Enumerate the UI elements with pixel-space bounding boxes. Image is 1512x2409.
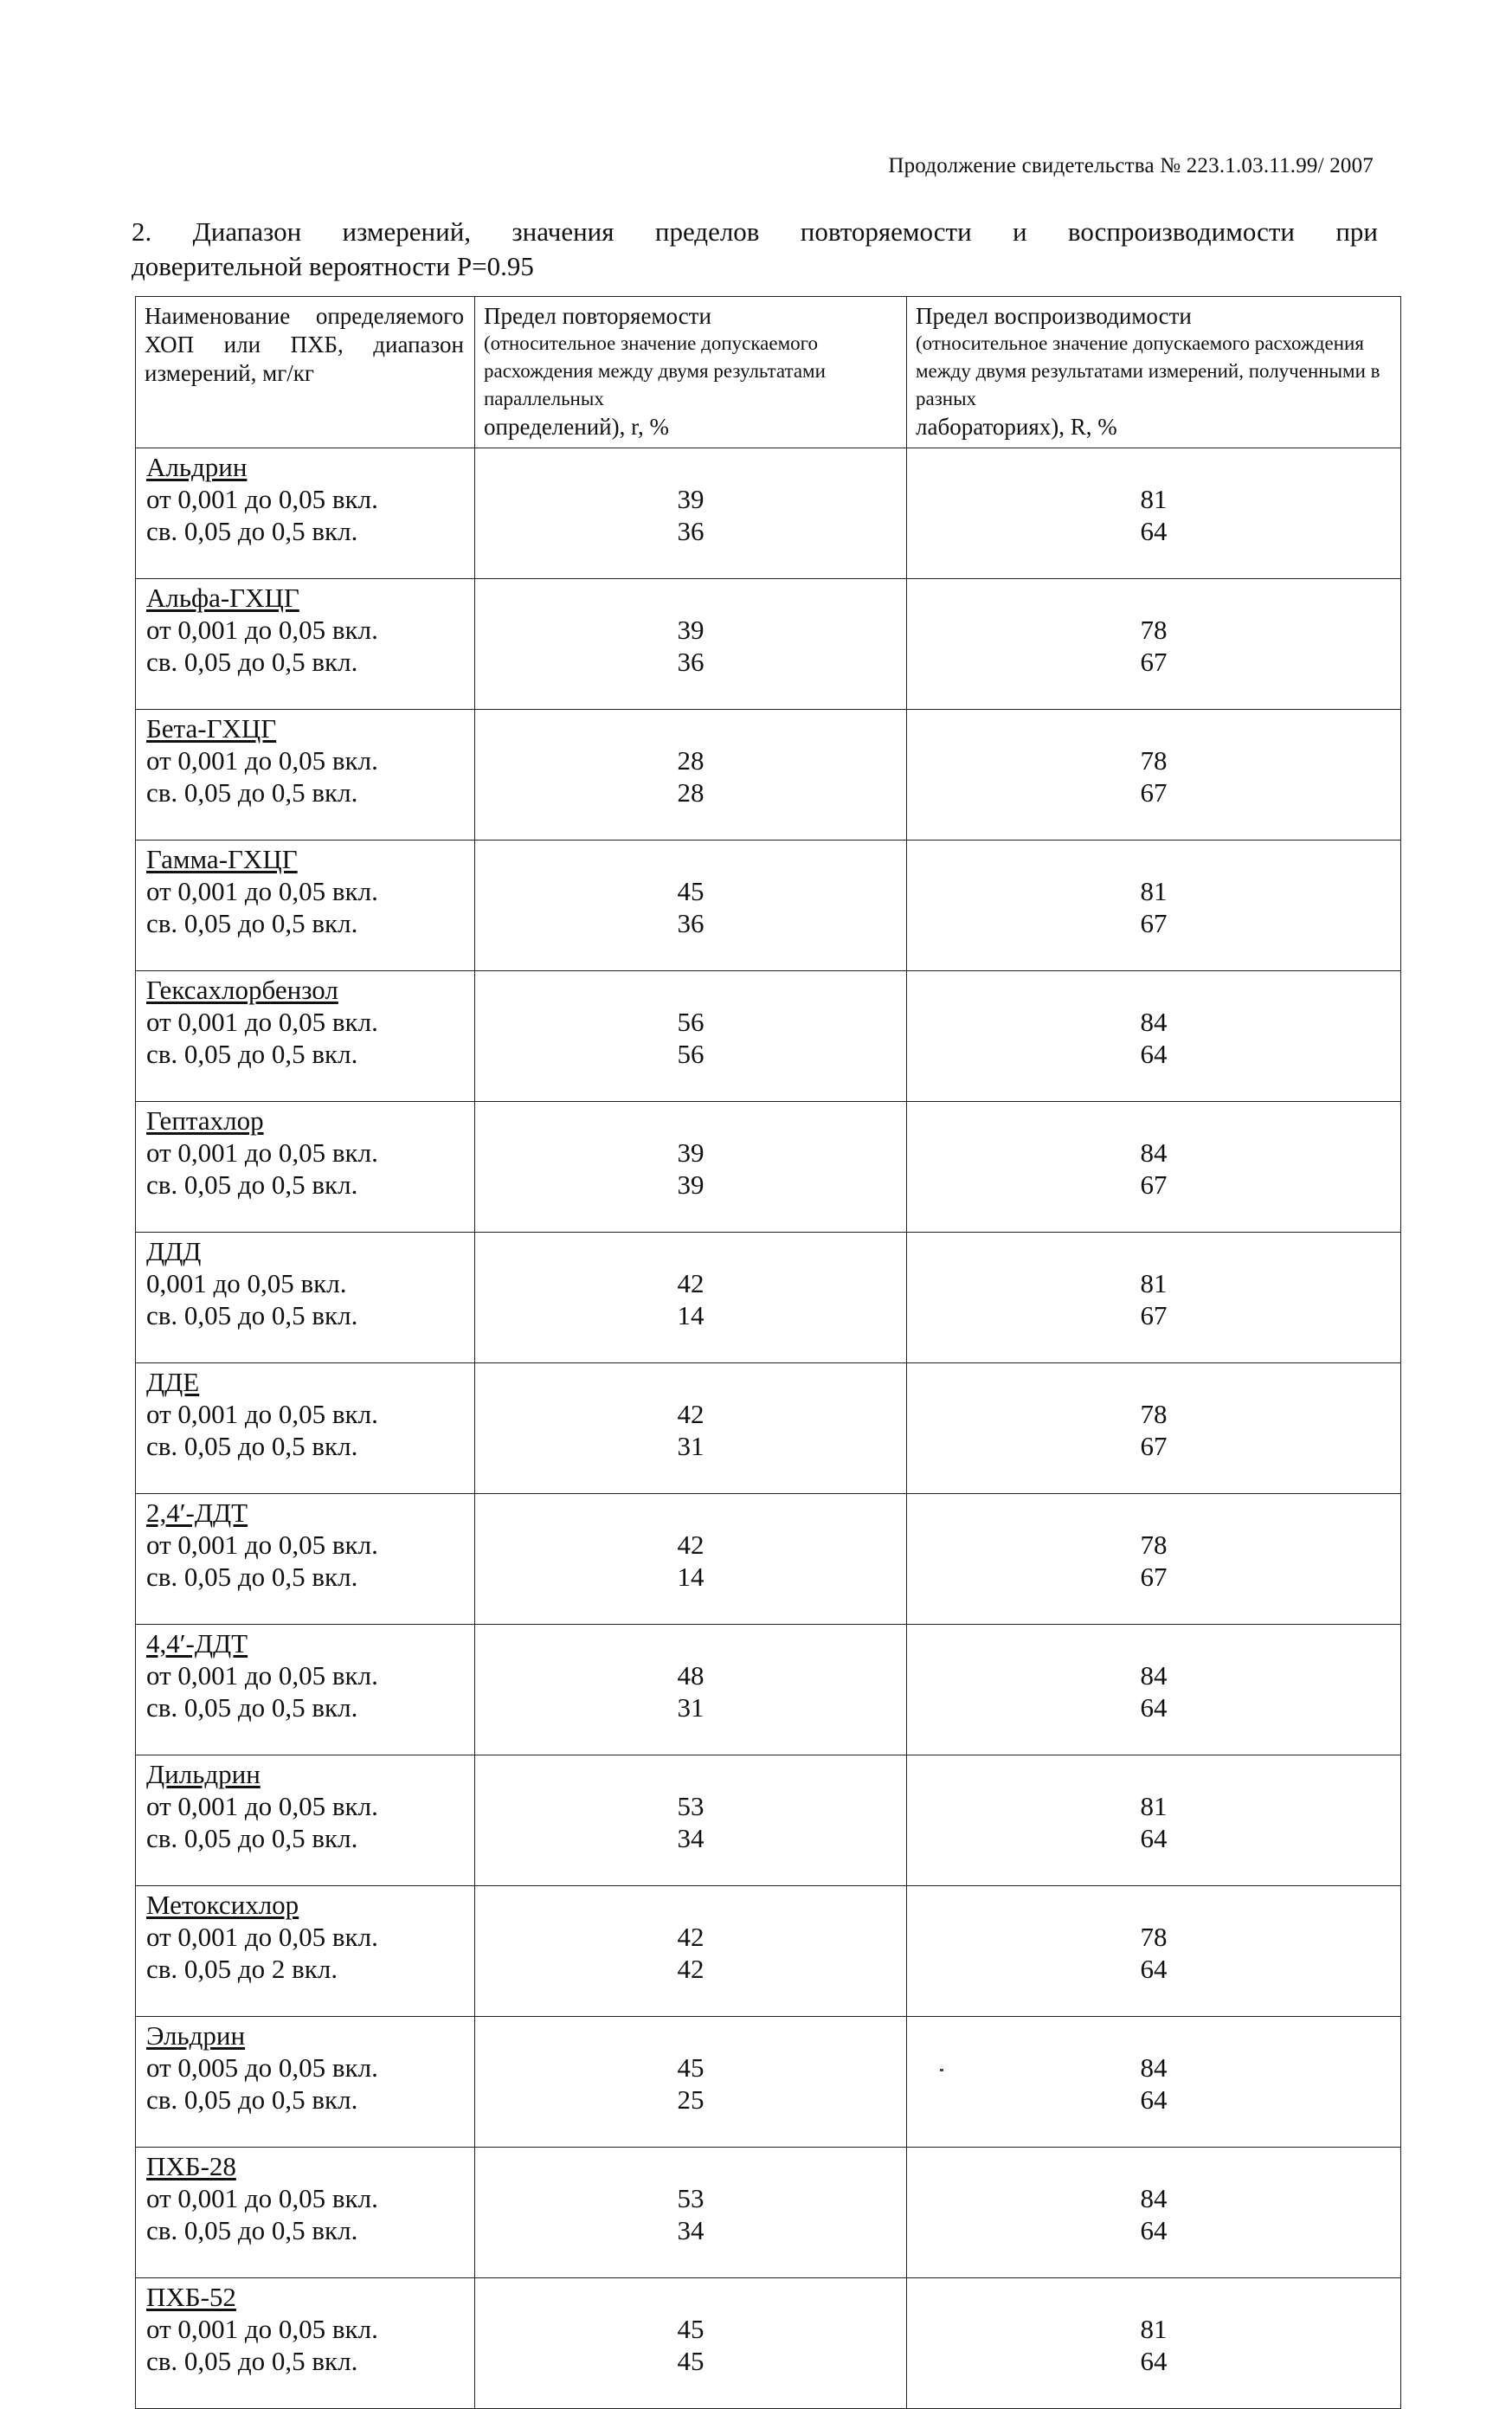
range-upper: св. 0,05 до 0,5 вкл. [146,1692,358,1723]
repeatability-value-upper: 45 [677,2346,705,2376]
repeatability-cell [475,2148,907,2278]
reproducibility-cell [907,841,1401,971]
range-upper: св. 0,05 до 0,5 вкл. [146,647,358,677]
range-upper: св. 0,05 до 0,5 вкл. [146,1169,358,1200]
substance-name: Гексахлорбензол [146,975,338,1005]
repeatability-value-upper: 36 [677,908,705,938]
reproducibility-cell [907,1755,1401,1886]
range-upper: св. 0,05 до 0,5 вкл. [146,1300,358,1330]
table-row [136,1755,1401,1886]
range-lower: от 0,001 до 0,05 вкл. [146,484,378,514]
reproducibility-value-upper: 67 [1140,1300,1168,1330]
substance-cell [136,1233,475,1363]
reproducibility-cell [907,579,1401,710]
repeatability-value-lower: 45 [677,876,705,906]
reproducibility-value-upper: 64 [1140,1692,1168,1723]
precision-table [135,296,1401,2409]
reproducibility-value-upper: 64 [1140,2346,1168,2376]
repeatability-value-lower: 53 [677,2183,705,2213]
range-upper: св. 0,05 до 0,5 вкл. [146,1039,358,1069]
reproducibility-value-upper: 67 [1140,777,1168,808]
reproducibility-cell [907,1363,1401,1494]
substance-cell [136,2017,475,2148]
substance-cell [136,2148,475,2278]
range-lower: от 0,001 до 0,05 вкл. [146,2314,378,2344]
repeatability-cell [475,2017,907,2148]
table-row [136,1886,1401,2017]
repeatability-cell [475,971,907,1102]
range-upper: св. 0,05 до 0,5 вкл. [146,777,358,808]
range-upper: св. 0,05 до 2 вкл. [146,1954,338,1984]
repeatability-value-upper: 36 [677,516,705,546]
section-heading-line-2: доверительной вероятности P=0.95 [132,251,534,281]
repeatability-value-lower: 42 [677,1399,705,1429]
table-row [136,841,1401,971]
table-row [136,1625,1401,1755]
reproducibility-value-upper: 67 [1140,1169,1168,1200]
repeatability-cell [475,448,907,579]
reproducibility-cell [907,1625,1401,1755]
range-lower: от 0,001 до 0,05 вкл. [146,1922,378,1952]
repeatability-cell [475,710,907,841]
repeatability-cell [475,2278,907,2409]
reproducibility-cell [907,448,1401,579]
substance-cell [136,1886,475,2017]
substance-name: ПХБ-28 [146,2151,236,2181]
reproducibility-cell [907,1102,1401,1233]
table-row [136,2278,1401,2409]
repeatability-value-lower: 56 [677,1007,705,1037]
substance-cell [136,579,475,710]
repeatability-value-upper: 56 [677,1039,705,1069]
substance-name: Метоксихлор [146,1890,299,1920]
range-lower: от 0,005 до 0,05 вкл. [146,2052,378,2083]
substance-cell [136,1102,475,1233]
substance-name: ДДЕ [146,1367,200,1397]
repeatability-value-upper: 28 [677,777,705,808]
repeatability-value-lower: 39 [677,615,705,645]
substance-name: ДДД [146,1236,202,1266]
repeatability-cell [475,1363,907,1494]
repeatability-value-lower: 42 [677,1268,705,1298]
substance-name: Эльдрин [146,2020,246,2051]
header-substance-range: Наименование определяемого ХОП или ПХБ, диапазон измерений, мг/кг [136,297,475,448]
range-upper: св. 0,05 до 0,5 вкл. [146,2215,358,2245]
substance-cell [136,1363,475,1494]
substance-cell [136,1755,475,1886]
section-heading-line-1: 2. Диапазон измерений, значения пределов повторяемости и воспроизводимости при [132,216,1378,247]
repeatability-value-upper: 42 [677,1954,705,1984]
table-row [136,1102,1401,1233]
reproducibility-value-upper: 64 [1140,2215,1168,2245]
reproducibility-cell [907,971,1401,1102]
repeatability-value-lower: 53 [677,1791,705,1821]
table-row [136,710,1401,841]
range-lower: от 0,001 до 0,05 вкл. [146,1007,378,1037]
range-lower: от 0,001 до 0,05 вкл. [146,1791,378,1821]
repeatability-cell [475,841,907,971]
range-lower: 0,001 до 0,05 вкл. [146,1268,347,1298]
table-row [136,2148,1401,2278]
reproducibility-cell [907,1886,1401,2017]
repeatability-cell [475,1755,907,1886]
header-reproducibility-title: Предел воспроизводимости [916,303,1192,329]
substance-name: 4,4′-ДДТ [146,1628,248,1659]
repeatability-cell [475,1494,907,1625]
range-lower: от 0,001 до 0,05 вкл. [146,876,378,906]
header-reproducibility-description: (относительное значение допускаемого расхождения между двумя результатами измерений, полученными в разных [916,332,1380,409]
range-upper: св. 0,05 до 0,5 вкл. [146,1562,358,1592]
range-lower: от 0,001 до 0,05 вкл. [146,1660,378,1691]
reproducibility-value-lower: 81 [1140,1268,1168,1298]
substance-cell [136,971,475,1102]
substance-cell [136,1494,475,1625]
repeatability-value-lower: 42 [677,1922,705,1952]
repeatability-value-upper: 34 [677,2215,705,2245]
reproducibility-value-upper: 64 [1140,516,1168,546]
reproducibility-cell [907,2017,1401,2148]
reproducibility-value-lower: 78 [1140,615,1168,645]
repeatability-cell [475,1886,907,2017]
table-row [136,1363,1401,1494]
repeatability-value-lower: 48 [677,1660,705,1691]
reproducibility-value-lower: 81 [1140,876,1168,906]
repeatability-value-upper: 14 [677,1562,705,1592]
range-lower: от 0,001 до 0,05 вкл. [146,745,378,776]
substance-cell [136,1625,475,1755]
range-lower: от 0,001 до 0,05 вкл. [146,1137,378,1168]
reproducibility-value-lower: 84 [1140,1660,1168,1691]
repeatability-value-lower: 39 [677,1137,705,1168]
substance-cell [136,710,475,841]
certificate-continuation-note: Продолжение свидетельства № 223.1.03.11.99/ 2007 [888,154,1374,177]
range-lower: от 0,001 до 0,05 вкл. [146,1399,378,1429]
reproducibility-value-upper: 67 [1140,1562,1168,1592]
substance-name: Гептахлор [146,1105,264,1136]
range-lower: от 0,001 до 0,05 вкл. [146,1530,378,1560]
substance-cell [136,448,475,579]
reproducibility-value-upper: 67 [1140,1431,1168,1461]
repeatability-value-upper: 34 [677,1823,705,1853]
range-upper: св. 0,05 до 0,5 вкл. [146,2346,358,2376]
reproducibility-cell [907,1233,1401,1363]
header-repeatability-title: Предел повторяемости [484,303,711,329]
substance-name: ПХБ-52 [146,2282,236,2312]
repeatability-cell [475,1102,907,1233]
substance-cell [136,2278,475,2409]
header-repeatability-unit: определений), r, % [484,414,669,440]
reproducibility-value-lower: 78 [1140,1530,1168,1560]
table-body [136,448,1401,2409]
repeatability-value-lower: 45 [677,2052,705,2083]
table-header-row [136,297,1401,448]
reproducibility-value-lower: 84 [1140,2052,1168,2083]
repeatability-cell [475,1233,907,1363]
substance-name: Альфа-ГХЦГ [146,583,299,613]
reproducibility-value-lower: 78 [1140,745,1168,776]
reproducibility-value-lower: 78 [1140,1922,1168,1952]
reproducibility-value-lower: 84 [1140,2183,1168,2213]
reproducibility-value-lower: 81 [1140,2314,1168,2344]
reproducibility-value-lower: 81 [1140,484,1168,514]
substance-name: 2,4′-ДДТ [146,1498,248,1528]
reproducibility-value-upper: 64 [1140,1823,1168,1853]
reproducibility-value-lower: 84 [1140,1007,1168,1037]
range-lower: от 0,001 до 0,05 вкл. [146,2183,378,2213]
reproducibility-value-lower: 81 [1140,1791,1168,1821]
header-reproducibility-unit: лабораториях), R, % [916,414,1117,440]
section-heading [132,215,1378,284]
repeatability-value-upper: 14 [677,1300,705,1330]
range-lower: от 0,001 до 0,05 вкл. [146,615,378,645]
repeatability-cell [475,1625,907,1755]
header-reproducibility [907,297,1401,448]
substance-name: Дильдрин [146,1759,261,1789]
range-upper: св. 0,05 до 0,5 вкл. [146,908,358,938]
substance-cell [136,841,475,971]
repeatability-value-upper: 39 [677,1169,705,1200]
substance-name: Альдрин [146,452,248,482]
repeatability-value-lower: 45 [677,2314,705,2344]
reproducibility-cell [907,710,1401,841]
repeatability-value-lower: 42 [677,1530,705,1560]
reproducibility-cell [907,2278,1401,2409]
table-row [136,1494,1401,1625]
table-row [136,579,1401,710]
range-upper: св. 0,05 до 0,5 вкл. [146,2084,358,2115]
repeatability-value-lower: 28 [677,745,705,776]
range-upper: св. 0,05 до 0,5 вкл. [146,516,358,546]
reproducibility-value-upper: 67 [1140,908,1168,938]
substance-name: Бета-ГХЦГ [146,713,277,744]
reproducibility-value-upper: 67 [1140,647,1168,677]
stray-mark [940,2069,943,2071]
substance-name: Гамма-ГХЦГ [146,844,298,874]
reproducibility-cell [907,1494,1401,1625]
header-repeatability-description: (относительное значение допускаемого расхождения между двумя результатами параллельных [484,332,826,409]
repeatability-value-upper: 25 [677,2084,705,2115]
repeatability-value-upper: 36 [677,647,705,677]
reproducibility-value-upper: 64 [1140,1039,1168,1069]
header-repeatability [475,297,907,448]
repeatability-value-upper: 31 [677,1431,705,1461]
reproducibility-value-lower: 78 [1140,1399,1168,1429]
repeatability-value-lower: 39 [677,484,705,514]
table-row [136,1233,1401,1363]
range-upper: св. 0,05 до 0,5 вкл. [146,1431,358,1461]
reproducibility-cell [907,2148,1401,2278]
table-row [136,971,1401,1102]
range-upper: св. 0,05 до 0,5 вкл. [146,1823,358,1853]
table-row [136,2017,1401,2148]
table-row [136,448,1401,579]
reproducibility-value-lower: 84 [1140,1137,1168,1168]
repeatability-cell [475,579,907,710]
repeatability-value-upper: 31 [677,1692,705,1723]
reproducibility-value-upper: 64 [1140,2084,1168,2115]
reproducibility-value-upper: 64 [1140,1954,1168,1984]
